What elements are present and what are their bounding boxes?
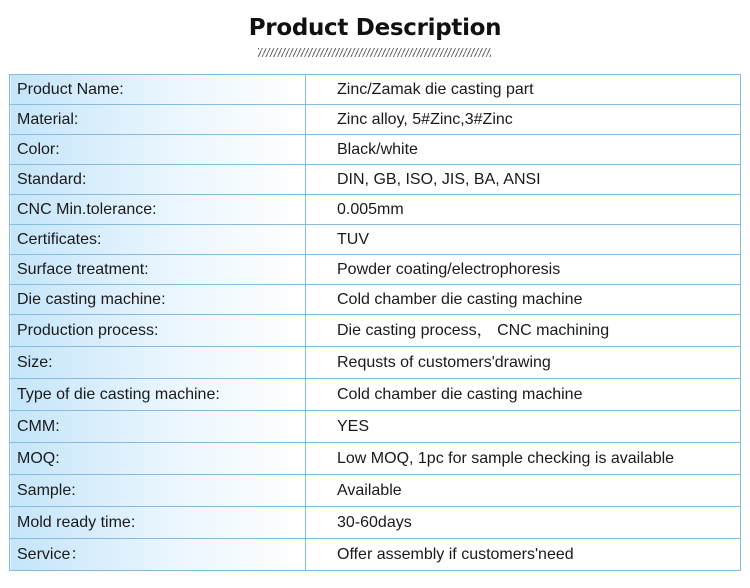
spec-label: Color:: [10, 135, 306, 165]
title-underline-decoration: [258, 48, 491, 57]
spec-value: 30-60days: [306, 507, 741, 539]
spec-label: Product Name:: [10, 75, 306, 105]
spec-label: Standard:: [10, 165, 306, 195]
spec-row-cnc-tolerance: [10, 195, 741, 225]
spec-value: TUV: [306, 225, 741, 255]
page-title: Product Description: [248, 15, 502, 41]
spec-row-die-casting-machine: [10, 285, 741, 315]
spec-value: YES: [306, 411, 741, 443]
spec-value: DIN, GB, ISO, JIS, BA, ANSI: [306, 165, 741, 195]
spec-row-material: [10, 105, 741, 135]
spec-value: Low MOQ, 1pc for sample checking is available: [306, 443, 741, 475]
spec-value: Offer assembly if customers'need: [306, 539, 741, 571]
spec-row-color: [10, 135, 741, 165]
spec-value: Zinc alloy, 5#Zinc,3#Zinc: [306, 105, 741, 135]
spec-row-production-process: [10, 315, 741, 347]
spec-row-surface-treatment: [10, 255, 741, 285]
spec-row-standard: [10, 165, 741, 195]
spec-row-certificates: [10, 225, 741, 255]
spec-row-machine-type: [10, 379, 741, 411]
spec-label: Sample:: [10, 475, 306, 507]
spec-label: Mold ready time:: [10, 507, 306, 539]
spec-value: 0.005mm: [306, 195, 741, 225]
spec-value: Requsts of customers'drawing: [306, 347, 741, 379]
spec-label: Service：: [10, 539, 306, 571]
spec-label: Size:: [10, 347, 306, 379]
spec-row-cmm: [10, 411, 741, 443]
spec-label: CMM:: [10, 411, 306, 443]
spec-value: Available: [306, 475, 741, 507]
product-spec-table: [9, 74, 741, 571]
spec-row-service: [10, 539, 741, 571]
spec-row-size: [10, 347, 741, 379]
spec-label: Die casting machine:: [10, 285, 306, 315]
spec-label: Material:: [10, 105, 306, 135]
spec-value: Die casting process， CNC machining: [306, 315, 741, 347]
spec-value: Powder coating/electrophoresis: [306, 255, 741, 285]
spec-row-mold-ready-time: [10, 507, 741, 539]
spec-label: CNC Min.tolerance:: [10, 195, 306, 225]
spec-row-product-name: [10, 75, 741, 105]
spec-value: Cold chamber die casting machine: [306, 285, 741, 315]
spec-label: Certificates:: [10, 225, 306, 255]
spec-row-sample: [10, 475, 741, 507]
spec-label: MOQ:: [10, 443, 306, 475]
spec-row-moq: [10, 443, 741, 475]
spec-label: Surface treatment:: [10, 255, 306, 285]
spec-value: Black/white: [306, 135, 741, 165]
spec-value: Cold chamber die casting machine: [306, 379, 741, 411]
spec-value: Zinc/Zamak die casting part: [306, 75, 741, 105]
spec-label: Production process:: [10, 315, 306, 347]
spec-label: Type of die casting machine:: [10, 379, 306, 411]
